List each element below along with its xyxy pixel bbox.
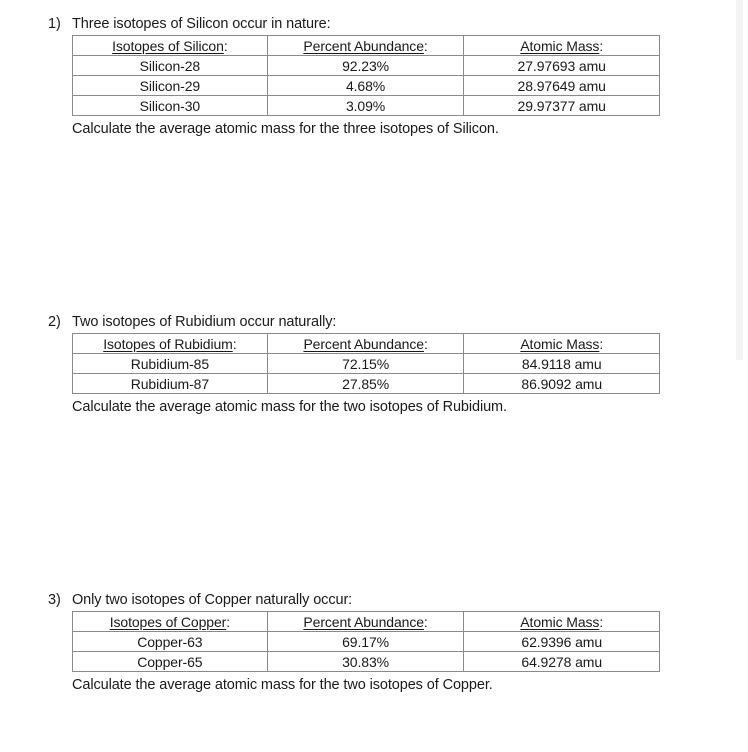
cell-isotope: Rubidium-87 <box>73 374 268 394</box>
header-cell-abundance: Percent Abundance: <box>267 612 464 632</box>
table-row <box>73 76 660 96</box>
cell-mass: 86.9092 amu <box>464 374 660 394</box>
cell-mass: 62.9396 amu <box>464 632 660 652</box>
header-cell-abundance: Percent Abundance: <box>267 334 464 354</box>
question-heading <box>48 591 352 609</box>
table-row <box>73 56 660 76</box>
cell-abundance: 30.83% <box>267 652 464 672</box>
header-cell-mass: Atomic Mass: <box>464 334 660 354</box>
cell-isotope: Silicon-30 <box>73 96 268 116</box>
table-row <box>73 374 660 394</box>
cell-mass: 27.97693 amu <box>464 56 660 76</box>
cell-isotope: Copper-63 <box>73 632 268 652</box>
isotope-table <box>72 333 660 394</box>
table-row <box>73 354 660 374</box>
question-prompt: Calculate the average atomic mass for the three isotopes of Silicon. <box>72 121 499 137</box>
cell-mass: 84.9118 amu <box>464 354 660 374</box>
cell-abundance: 3.09% <box>267 96 464 116</box>
header-cell-isotope: Isotopes of Silicon: <box>73 36 268 56</box>
cell-isotope: Silicon-28 <box>73 56 268 76</box>
question-number: 3) <box>48 592 61 608</box>
cell-mass: 29.97377 amu <box>464 96 660 116</box>
cell-mass: 64.9278 amu <box>464 652 660 672</box>
header-cell-isotope: Isotopes of Copper: <box>73 612 268 632</box>
header-cell-mass: Atomic Mass: <box>464 612 660 632</box>
question-number: 1) <box>48 16 61 32</box>
cell-isotope: Copper-65 <box>73 652 268 672</box>
header-cell-abundance: Percent Abundance: <box>267 36 464 56</box>
page-edge-strip <box>736 0 743 360</box>
question-prompt: Calculate the average atomic mass for the two isotopes of Rubidium. <box>72 399 507 415</box>
table-row <box>73 652 660 672</box>
cell-abundance: 27.85% <box>267 374 464 394</box>
table-header-row <box>73 36 660 56</box>
cell-isotope: Silicon-29 <box>73 76 268 96</box>
isotope-table <box>72 611 660 672</box>
question-heading <box>48 15 331 33</box>
cell-abundance: 4.68% <box>267 76 464 96</box>
question-text: Three isotopes of Silicon occur in nature: <box>72 16 331 32</box>
table-row <box>73 632 660 652</box>
table-header-row <box>73 612 660 632</box>
header-cell-mass: Atomic Mass: <box>464 36 660 56</box>
question-text: Two isotopes of Rubidium occur naturally: <box>72 314 337 330</box>
header-cell-isotope: Isotopes of Rubidium: <box>73 334 268 354</box>
cell-abundance: 69.17% <box>267 632 464 652</box>
question-number: 2) <box>48 314 61 330</box>
question-prompt: Calculate the average atomic mass for the two isotopes of Copper. <box>72 677 493 693</box>
cell-mass: 28.97649 amu <box>464 76 660 96</box>
isotope-table <box>72 35 660 116</box>
question-heading <box>48 313 336 331</box>
table-row <box>73 96 660 116</box>
cell-abundance: 72.15% <box>267 354 464 374</box>
cell-abundance: 92.23% <box>267 56 464 76</box>
cell-isotope: Rubidium-85 <box>73 354 268 374</box>
table-header-row <box>73 334 660 354</box>
question-text: Only two isotopes of Copper naturally occur: <box>72 592 353 608</box>
